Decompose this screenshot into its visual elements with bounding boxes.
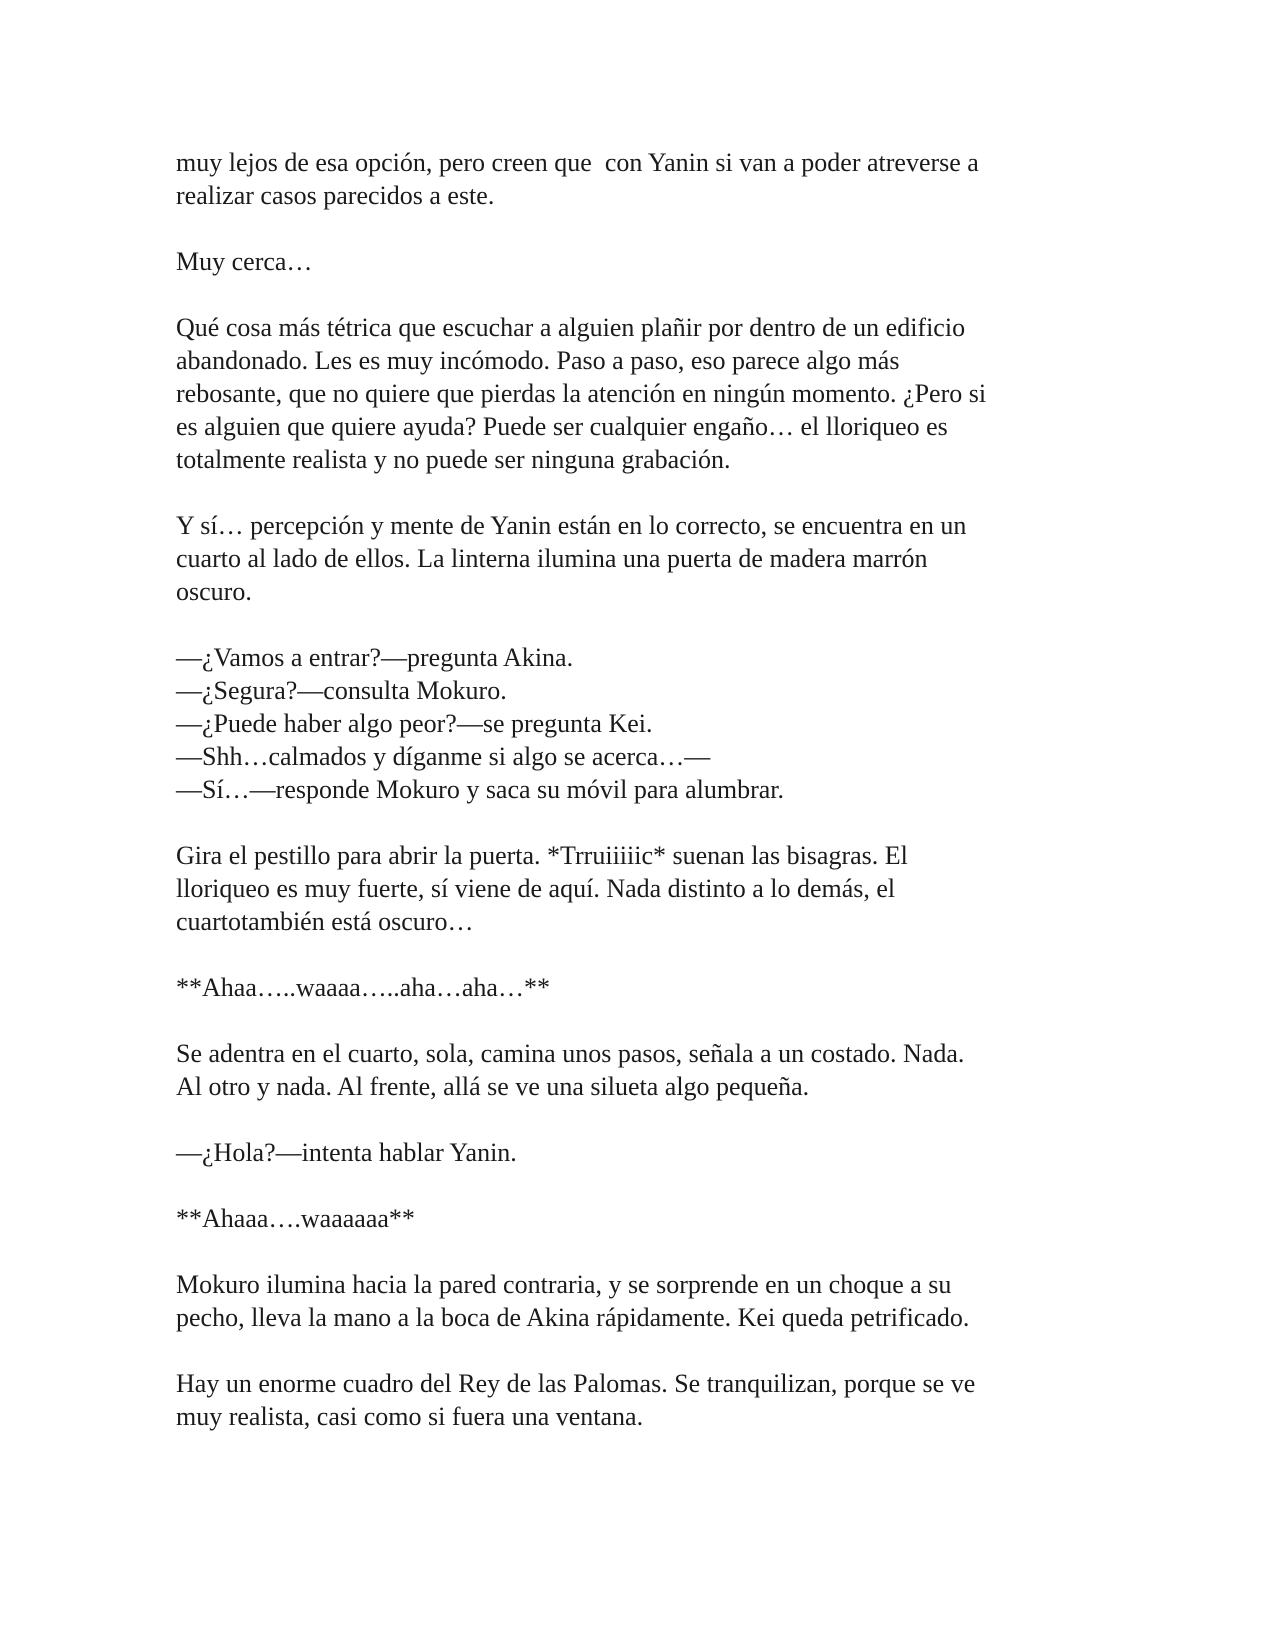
dialogue-line: —¿Puede haber algo peor?—se pregunta Kei. [176, 709, 653, 738]
paragraph: Gira el pestillo para abrir la puerta. *Trruiiiiic* suenan las bisagras. El lloriqueo es muy fuerte, sí viene de aquí. Nada distinto a lo demás, el cuartotambién está oscuro… [176, 841, 908, 936]
dialogue-line: —¿Segura?—consulta Mokuro. [176, 676, 507, 705]
body-text [176, 146, 1096, 1466]
paragraph: —¿Hola?—intenta hablar Yanin. [176, 1138, 517, 1167]
paragraph: **Ahaa…..waaaa…..aha…aha…** [176, 973, 550, 1002]
dialogue-line: —Sí…—responde Mokuro y saca su móvil para alumbrar. [176, 775, 784, 804]
paragraph: Y sí… percepción y mente de Yanin están en lo correcto, se encuentra en un cuarto al lado de ellos. La linterna ilumina una puerta de madera marrón oscuro. [176, 511, 967, 606]
paragraph: Qué cosa más tétrica que escuchar a alguien plañir por dentro de un edificio abandonado. Les es muy incómodo. Paso a paso, eso parece algo más rebosante, que no quiere que pierdas la atención en ningún momento. ¿Pero si es alguien que quiere ayuda? Puede ser cualquier engaño… el lloriqueo es totalmente realista y no puede ser ninguna grabación. [176, 313, 987, 474]
dialogue-line: —Shh…calmados y díganme si algo se acerca…— [176, 742, 711, 771]
paragraph: Se adentra en el cuarto, sola, camina unos pasos, señala a un costado. Nada. Al otro y nada. Al frente, allá se ve una silueta algo pequeña. [176, 1039, 965, 1101]
dialogue-line: —¿Vamos a entrar?—pregunta Akina. [176, 643, 574, 672]
paragraph: Muy cerca… [176, 247, 313, 276]
paragraph: muy lejos de esa opción, pero creen que con Yanin si van a poder atreverse a realizar casos parecidos a este. [176, 148, 979, 210]
paragraph: Hay un enorme cuadro del Rey de las Palomas. Se tranquilizan, porque se ve muy realista, casi como si fuera una ventana. [176, 1369, 976, 1431]
dialogue-block [176, 641, 1096, 806]
paragraph: **Ahaaa….waaaaaa** [176, 1204, 415, 1233]
paragraph: Mokuro ilumina hacia la pared contraria, y se sorprende en un choque a su pecho, lleva la mano a la boca de Akina rápidamente. Kei queda petrificado. [176, 1270, 970, 1332]
